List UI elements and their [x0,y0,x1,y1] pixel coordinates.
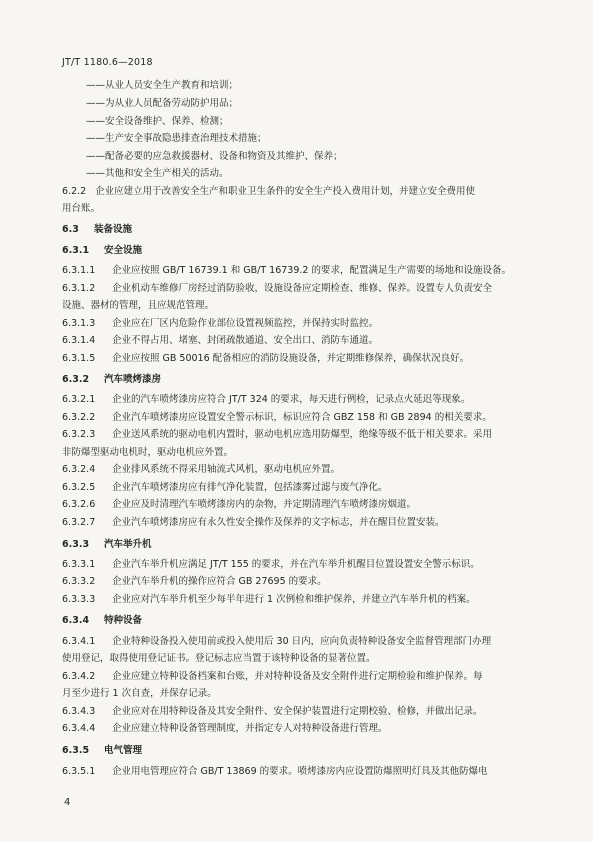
clause-number: 6.3.3.2 [62,576,96,587]
clause-text: 企业汽车喷烤漆房应有永久性安全操作及保养的文字标志，并在醒目位置安装。 [112,517,445,528]
clause-number: 6.3.2.7 [62,517,96,528]
clause-number: 6.3.2.6 [62,499,96,510]
clause-number: 6.3.2.5 [62,482,96,493]
clause-text-continued: 设施、器材的管理，且应规范管理。 [62,300,215,311]
clause-number: 6.3.2.2 [62,412,96,423]
subsection-number: 6.3.3 [62,539,90,550]
clause-number: 6.2.2 [62,186,87,197]
section-number: 6.3 [62,224,79,235]
clause-text: 企业应建立特种设备档案和台账，并对特种设备及安全附件进行定期检验和维护保养。每 [112,671,483,682]
clause-text-continued: 非防爆型驱动电机时，驱动电机应外置。 [62,447,234,458]
clause-text: 企业的汽车喷烤漆房应符合 JT/T 324 的要求，每天进行例检，记录点火延迟等现象。 [112,394,471,405]
clause-number: 6.3.1.1 [62,265,96,276]
clause-number: 6.3.1.3 [62,318,96,329]
clause-text: 企业汽车喷烤漆房应有排气净化装置，包括漆雾过滤与废气净化。 [112,482,388,493]
clause-text: 企业用电管理应符合 GB/T 13869 的要求。喷烤漆房内应设置防爆照明灯具及其他防爆电 [112,766,488,777]
clause-text: 企业应建立特种设备管理制度，并指定专人对特种设备进行管理。 [112,723,388,734]
clause-text: 企业特种设备投入使用前或投入使用后 30 日内，应向负责特种设备安全监督管理部门办理 [112,636,492,647]
clause-number: 6.3.1.2 [62,283,96,294]
clause-text: 企业应及时清理汽车喷烤漆房内的杂物，并定期清理汽车喷烤漆房烟道。 [112,499,417,510]
subsection-title: 电气管理 [104,745,143,756]
clause-text: 企业应对汽车举升机至少每半年进行 1 次例检和维护保养，并建立汽车举升机的档案。 [112,594,476,605]
subsection-title: 安全设施 [104,245,143,256]
standard-code-header: JT/T 1180.6—2018 [62,57,153,68]
list-item: ——安全设备维护、保养、检测； [86,116,229,127]
clause-text: 企业机动车维修厂房经过消防验收，设施设备应定期检查、维修、保养。设置专人负责安全 [112,283,493,294]
clause-number: 6.3.1.4 [62,335,96,346]
clause-text: 企业汽车举升机应满足 JT/T 155 的要求，并在汽车举升机醒目位置设置安全警示标识。 [112,559,480,570]
subsection-title: 特种设备 [104,615,143,626]
list-item: ——为从业人员配备劳动防护用品； [86,98,239,109]
clause-number: 6.3.2.3 [62,429,96,440]
list-item: ——生产安全事故隐患排查治理技术措施； [86,133,267,144]
clause-text: 企业应建立用于改善安全生产和职业卫生条件的安全生产投入费用计划，并建立安全费用使 [95,186,476,197]
clause-number: 6.3.2.4 [62,464,96,475]
clause-number: 6.3.4.1 [62,636,96,647]
clause-text-continued: 用台账。 [62,203,101,214]
clause-text-continued: 使用登记，取得使用登记证书。登记标志应当置于该特种设备的显著位置。 [62,653,376,664]
clause-number: 6.3.3.3 [62,594,96,605]
clause-text: 企业不得占用、堵塞、封闭疏散通道、安全出口、消防车通道。 [112,335,379,346]
clause-text: 企业应按照 GB 50016 配备相应的消防设施设备，并定期维修保养，确保状况良好。 [112,353,470,364]
subsection-title: 汽车喷烤漆房 [104,374,162,385]
clause-text: 企业应在厂区内危险作业部位设置视频监控，并保持实时监控。 [112,318,379,329]
page-number: 4 [64,797,71,808]
clause-text: 企业汽车喷烤漆房应设置安全警示标识，标识应符合 GBZ 158 和 GB 2894 的相关要求。 [112,412,492,423]
clause-text: 企业送风系统的驱动电机内置时，驱动电机应选用防爆型，绝缘等级不低于相关要求。采用 [112,429,493,440]
clause-text: 企业排风系统不得采用轴流式风机，驱动电机应外置。 [112,464,341,475]
clause-number: 6.3.2.1 [62,394,96,405]
clause-number: 6.3.3.1 [62,559,96,570]
clause-number: 6.3.4.2 [62,671,96,682]
subsection-title: 汽车举升机 [104,539,152,550]
clause-text: 企业汽车举升机的操作应符合 GB 27695 的要求。 [112,576,327,587]
clause-text: 企业应对在用特种设备及其安全附件、安全保护装置进行定期校验、检修，并做出记录。 [112,706,483,717]
subsection-number: 6.3.4 [62,615,90,626]
clause-text: 企业应按照 GB/T 16739.1 和 GB/T 16739.2 的要求，配置满足生产需要的场地和设施设备。 [112,265,511,276]
list-item: ——从业人员安全生产教育和培训； [86,80,239,91]
clause-number: 6.3.5.1 [62,766,96,777]
list-item: ——配备必要的应急救援器材、设备和物资及其维护、保养； [86,151,343,162]
clause-number: 6.3.4.4 [62,723,96,734]
clause-number: 6.3.4.3 [62,706,96,717]
clause-number: 6.3.1.5 [62,353,96,364]
list-item: ——其他和安全生产相关的活动。 [86,168,229,179]
subsection-number: 6.3.2 [62,374,90,385]
section-title: 装备设施 [94,224,133,235]
subsection-number: 6.3.5 [62,745,90,756]
clause-text-continued: 月至少进行 1 次自查，并保存记录。 [62,688,217,699]
subsection-number: 6.3.1 [62,245,90,256]
